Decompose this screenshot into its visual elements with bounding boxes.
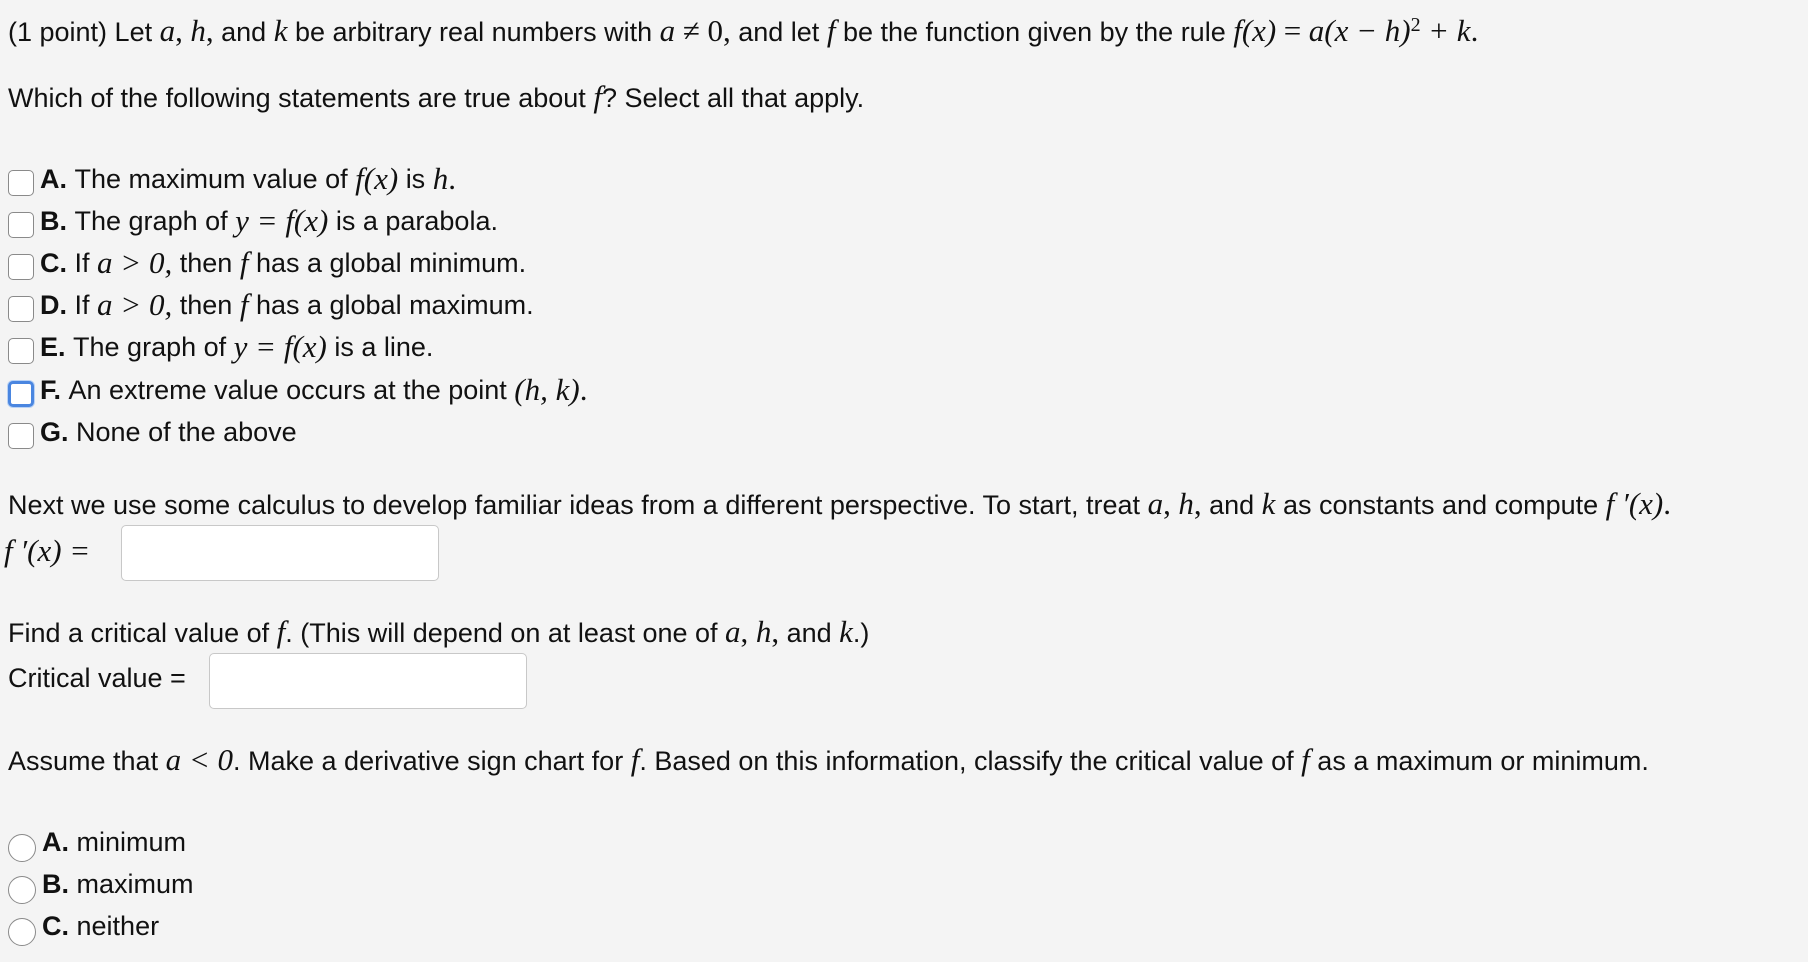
- math-var-a: a: [725, 614, 741, 649]
- option-math: f(x): [355, 161, 399, 196]
- math-var-f: f: [593, 79, 602, 114]
- option-text: minimum: [76, 826, 187, 857]
- option-text: If: [74, 247, 90, 278]
- math-var-h: h: [755, 614, 772, 649]
- option-letter: F.: [40, 374, 62, 405]
- derivative-input[interactable]: [121, 525, 439, 581]
- radio-a[interactable]: [8, 834, 36, 862]
- option-letter: B.: [40, 205, 67, 236]
- option-g[interactable]: [8, 415, 297, 449]
- math-comma: ,: [175, 13, 183, 48]
- option-text: has a global minimum.: [255, 247, 527, 278]
- critical-value-label-text: Critical value =: [8, 663, 186, 693]
- math-var-k: k: [839, 614, 853, 649]
- question4-text: Assume that: [8, 746, 159, 776]
- critical-value-input[interactable]: [209, 653, 527, 709]
- be-text: be arbitrary real numbers with: [295, 17, 653, 47]
- option-f[interactable]: [8, 373, 587, 407]
- checkbox-b[interactable]: [8, 212, 34, 238]
- math-var-a: a: [1147, 486, 1164, 521]
- option-a[interactable]: [8, 162, 456, 196]
- math-var-a: a: [659, 13, 676, 48]
- radio-option-c[interactable]: [8, 909, 159, 943]
- question3-text: Find a critical value of: [8, 618, 270, 648]
- math-func-lhs: f(x): [1233, 13, 1277, 48]
- option-text: None of the above: [76, 416, 297, 447]
- option-letter: C.: [42, 910, 69, 941]
- option-text: is a parabola.: [335, 205, 498, 236]
- math-equals: =: [1283, 13, 1302, 48]
- checkbox-f[interactable]: [8, 381, 34, 407]
- question3-end-text: .): [852, 618, 870, 648]
- question3-prompt: [8, 615, 869, 650]
- option-c[interactable]: [8, 246, 526, 280]
- option-d[interactable]: [8, 288, 534, 322]
- option-b[interactable]: [8, 204, 498, 238]
- option-text: has a global maximum.: [255, 289, 534, 320]
- question2-prompt: [8, 487, 1671, 522]
- question1-prompt: [8, 80, 864, 115]
- rule-text: be the function given by the rule: [842, 17, 1226, 47]
- math-a-less-zero: a < 0: [165, 742, 234, 777]
- radio-option-b[interactable]: [8, 867, 194, 901]
- option-text: An extreme value occurs at the point: [68, 374, 507, 405]
- option-text: The graph of: [74, 205, 228, 236]
- option-letter: G.: [40, 416, 69, 447]
- and-text: and: [221, 17, 267, 47]
- radio-c[interactable]: [8, 918, 36, 946]
- option-text: The graph of: [73, 331, 227, 362]
- option-math: a > 0,: [97, 287, 173, 322]
- option-text: is: [405, 163, 426, 194]
- option-text: is a line.: [334, 331, 434, 362]
- option-text: If: [74, 289, 90, 320]
- option-math: f: [239, 245, 249, 280]
- question4-text2: . Make a derivative sign chart for: [233, 746, 624, 776]
- math-var-f: f: [630, 742, 640, 777]
- option-text: .: [579, 372, 588, 407]
- problem-statement: [8, 8, 1478, 49]
- and-text: and: [1209, 490, 1255, 520]
- question2-mid-text: as constants and compute: [1282, 490, 1599, 520]
- math-period: .: [1470, 13, 1479, 48]
- option-letter: E.: [40, 331, 66, 362]
- question1-prefix: Which of the following statements are true about: [8, 83, 586, 113]
- math-func-tail: + k: [1428, 13, 1471, 48]
- option-text: .: [448, 161, 456, 196]
- critical-value-label: [8, 661, 186, 695]
- checkbox-g[interactable]: [8, 423, 34, 449]
- option-math: a > 0,: [97, 245, 173, 280]
- math-func-rhs: a(x − h): [1308, 13, 1411, 48]
- option-text: then: [179, 247, 233, 278]
- option-letter: C.: [40, 247, 67, 278]
- option-math: h: [432, 161, 449, 196]
- derivative-label: [4, 534, 90, 569]
- points-label: (1 point) Let: [8, 17, 153, 47]
- math-comma: ,: [1163, 486, 1171, 521]
- option-e[interactable]: [8, 330, 433, 364]
- math-var-f: f: [1301, 742, 1310, 777]
- option-text: then: [179, 289, 233, 320]
- option-math: f: [239, 287, 249, 322]
- math-comma: ,: [1193, 486, 1202, 521]
- math-neq-zero: ≠ 0,: [682, 13, 731, 48]
- option-letter: A.: [40, 163, 67, 194]
- let-text: and let: [738, 17, 820, 47]
- option-text: neither: [76, 910, 160, 941]
- math-comma: ,: [740, 614, 749, 649]
- option-letter: B.: [42, 868, 69, 899]
- option-math: y = f(x): [233, 329, 327, 364]
- math-comma: ,: [771, 614, 780, 649]
- math-var-f: f: [826, 13, 836, 48]
- math-var-h: h: [1178, 486, 1194, 521]
- option-math: (h, k): [514, 372, 580, 407]
- math-derivative: f ′(x): [1605, 486, 1664, 521]
- question1-suffix: ? Select all that apply.: [601, 83, 865, 113]
- checkbox-c[interactable]: [8, 254, 34, 280]
- derivative-label-text: f ′(x) =: [4, 533, 91, 568]
- checkbox-a[interactable]: [8, 170, 34, 196]
- question4-prompt: [8, 743, 1649, 778]
- math-comma: ,: [205, 13, 214, 48]
- option-math: y = f(x): [235, 203, 329, 238]
- question3-text2: . (This will depend on at least one of: [285, 618, 718, 648]
- checkbox-d[interactable]: [8, 296, 34, 322]
- math-var-h: h: [190, 13, 206, 48]
- option-letter: A.: [42, 826, 69, 857]
- option-letter: D.: [40, 289, 67, 320]
- math-var-a: a: [159, 13, 176, 48]
- math-exponent: 2: [1410, 14, 1421, 36]
- radio-option-a[interactable]: [8, 825, 186, 859]
- radio-b[interactable]: [8, 876, 36, 904]
- checkbox-e[interactable]: [8, 338, 34, 364]
- math-var-k: k: [1261, 486, 1276, 521]
- math-var-k: k: [273, 13, 288, 48]
- question2-text: Next we use some calculus to develop familiar ideas from a different perspective. To start, treat: [8, 490, 1141, 520]
- math-period: .: [1663, 486, 1671, 521]
- question4-text4: as a maximum or minimum.: [1317, 746, 1649, 776]
- option-text: maximum: [76, 868, 194, 899]
- question4-text3: . Based on this information, classify the critical value of: [639, 746, 1294, 776]
- and-text: and: [786, 618, 832, 648]
- math-var-f: f: [276, 614, 286, 649]
- option-text: The maximum value of: [74, 163, 348, 194]
